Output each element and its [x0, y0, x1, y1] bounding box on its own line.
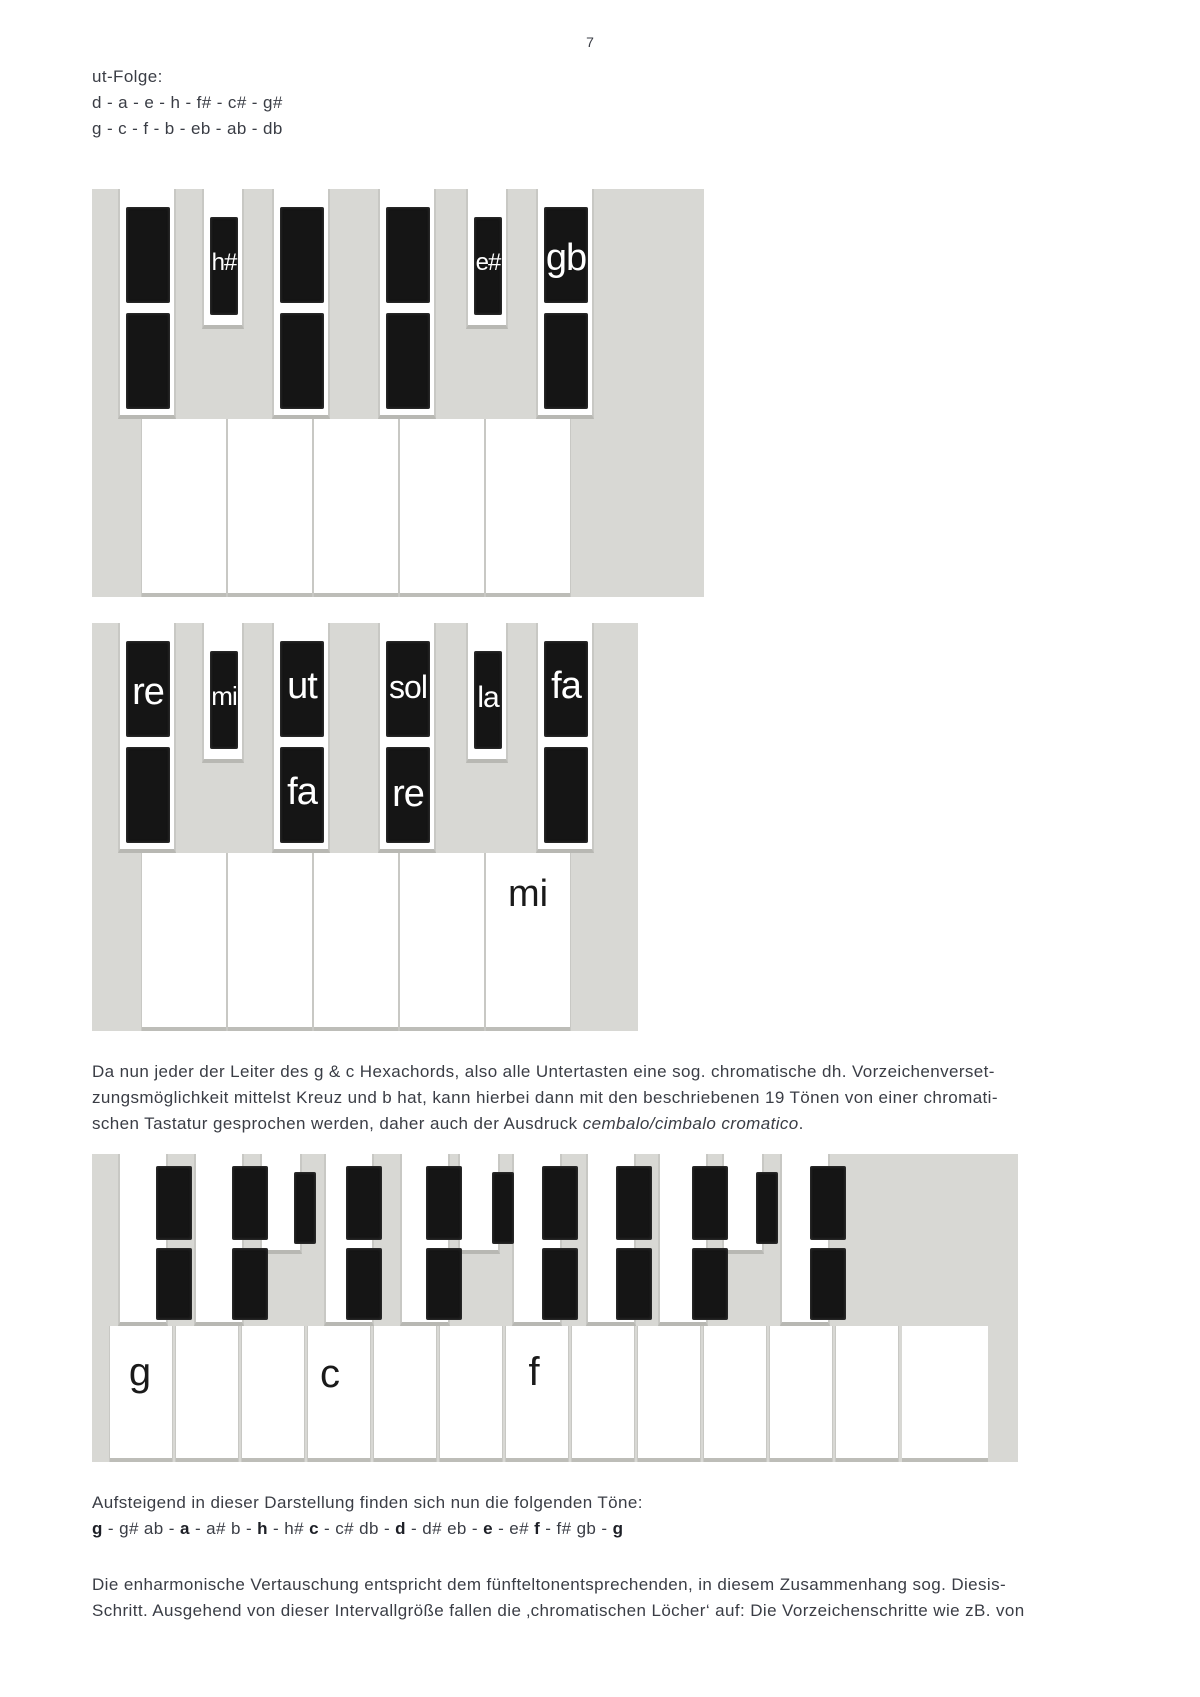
paragraph-line: Da nun jeder der Leiter des g & c Hexachords, also alle Untertasten eine sog. chromatische dh. Vorzeichenverset- [92, 1062, 995, 1081]
key-label-la: la [477, 681, 499, 714]
black-key-segment [156, 1248, 192, 1320]
white-key [142, 419, 226, 597]
white-key [242, 1326, 304, 1462]
key-label-re: re [392, 773, 424, 815]
main-tone: a [179, 1519, 190, 1538]
black-key-segment [232, 1166, 268, 1240]
keyboard-diagram-2 [92, 623, 638, 1031]
white-key [110, 1326, 172, 1462]
black-key-segment [810, 1248, 846, 1320]
intermediate-tones: - h# [267, 1519, 310, 1538]
key-label-mi: mi [211, 681, 237, 711]
white-key [228, 853, 312, 1031]
white-key [770, 1326, 832, 1462]
black-key-segment [232, 1248, 268, 1320]
white-key [506, 1326, 568, 1462]
ascending-intro: Aufsteigend in dieser Darstellung finden sich nun die folgenden Töne: [92, 1493, 643, 1512]
key-label-c: c [320, 1352, 340, 1396]
white-key [486, 419, 570, 597]
black-key-segment [616, 1248, 652, 1320]
ascending-tones [92, 1490, 643, 1542]
black-key-segment [126, 207, 170, 303]
black-key-segment [386, 207, 430, 303]
black-key-segment [426, 1166, 462, 1240]
key-label-fa: fa [287, 771, 317, 813]
ut-sequence [92, 64, 283, 142]
key-label-e-sharp: e# [475, 249, 501, 276]
paragraph-line: zungsmöglichkeit mittelst Kreuz und b hat, kann hierbei dann mit den beschriebenen 19 Tönen von einer chromati- [92, 1088, 998, 1107]
paragraph-line [92, 1111, 998, 1137]
intermediate-tones: - e# [492, 1519, 535, 1538]
black-key-short [756, 1172, 778, 1244]
black-key-segment [616, 1166, 652, 1240]
white-key [704, 1326, 766, 1462]
black-key-segment [280, 207, 324, 303]
black-key-short [294, 1172, 316, 1244]
main-tone: g [92, 1519, 103, 1538]
paragraph-text: . [798, 1114, 804, 1133]
ascending-sequence [92, 1516, 643, 1542]
intermediate-tones: - a# b - [189, 1519, 258, 1538]
key-label-h-sharp: h# [211, 249, 237, 276]
black-key-segment [692, 1166, 728, 1240]
white-key [400, 419, 484, 597]
paragraph-text: schen Tastatur gesprochen werden, daher auch der Ausdruck [92, 1114, 583, 1133]
white-key [638, 1326, 700, 1462]
key-label-g: g [128, 1350, 152, 1394]
white-key [142, 853, 226, 1031]
main-tone: g [612, 1519, 624, 1538]
ut-sequence-line: g - c - f - b - eb - ab - db [92, 119, 283, 138]
main-tone: h [257, 1519, 268, 1538]
ut-sequence-line: d - a - e - h - f# - c# - g# [92, 93, 283, 112]
black-key-segment [542, 1248, 578, 1320]
black-key-segment [810, 1166, 846, 1240]
white-key [314, 419, 398, 597]
key-label-fa: fa [551, 665, 581, 707]
ut-sequence-title: ut-Folge: [92, 67, 163, 86]
keyboard-diagram-3 [92, 1154, 1018, 1462]
intermediate-tones: - d# eb - [405, 1519, 484, 1538]
black-key-segment [280, 313, 324, 409]
black-key-segment [156, 1166, 192, 1240]
paragraph-line: Die enharmonische Vertauschung entspricht dem fünfteltonentsprechenden, in diesem Zusammenhang sog. Diesis- [92, 1575, 1007, 1594]
key-label-mi-white: mi [507, 873, 549, 915]
white-key [400, 853, 484, 1031]
page-number: 7 [586, 34, 594, 50]
black-key-segment [126, 747, 170, 843]
black-key-short [492, 1172, 514, 1244]
black-key-segment [544, 747, 588, 843]
keyboard-diagram-1 [92, 189, 704, 597]
white-key [228, 419, 312, 597]
paragraph-line: Schritt. Ausgehend von dieser Intervallgröße fallen die ‚chromatischen Löcher‘ auf: Die Vorzeichenschritte wie zB. von [92, 1601, 1025, 1620]
main-tone: f [534, 1519, 541, 1538]
white-key [374, 1326, 436, 1462]
intermediate-tones: - c# db - [318, 1519, 396, 1538]
black-key-segment [544, 313, 588, 409]
key-label-f: f [528, 1350, 540, 1394]
white-key [836, 1326, 898, 1462]
black-key-segment [542, 1166, 578, 1240]
white-key [902, 1326, 988, 1462]
black-key-segment [386, 313, 430, 409]
black-key-segment [692, 1248, 728, 1320]
main-tone: d [395, 1519, 406, 1538]
key-label-re: re [132, 671, 164, 713]
black-key-segment [346, 1166, 382, 1240]
main-tone: e [483, 1519, 493, 1538]
intermediate-tones: - f# gb - [540, 1519, 613, 1538]
intermediate-tones: - g# ab - [102, 1519, 180, 1538]
white-key [572, 1326, 634, 1462]
main-tone: c [309, 1519, 319, 1538]
paragraph-enharmonic [92, 1572, 1025, 1624]
paragraph-chromatic [92, 1059, 998, 1137]
emphasis-term: cembalo/cimbalo cromatico [582, 1114, 799, 1133]
white-key [440, 1326, 502, 1462]
key-label-sol: sol [389, 669, 427, 705]
key-label-g-flat: gb [545, 237, 587, 279]
black-key-segment [426, 1248, 462, 1320]
white-key [176, 1326, 238, 1462]
black-key-segment [346, 1248, 382, 1320]
white-key [314, 853, 398, 1031]
key-label-ut: ut [287, 665, 317, 707]
black-key-segment [126, 313, 170, 409]
